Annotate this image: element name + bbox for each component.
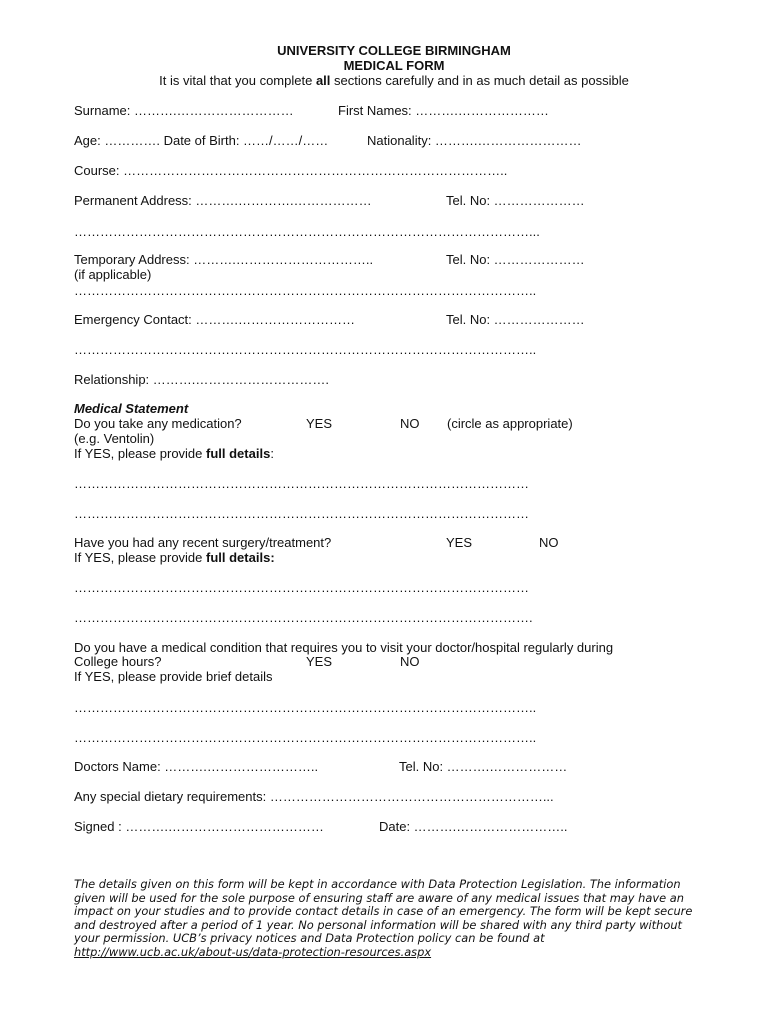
condition-yes-option[interactable]: YES [306,654,333,669]
signature-field[interactable]: Signed : ……….……………………………… [74,819,324,834]
surgery-details-prompt: If YES, please provide full details: [74,550,275,565]
medication-example: (e.g. Ventolin) [74,431,155,446]
permanent-address-line2[interactable]: ……………………………………………………………………………………………... [74,224,540,239]
course-field[interactable]: Course: …………………………………………………………………………….. [74,163,508,178]
doctors-tel-field[interactable]: Tel. No: ……….……………… [399,759,568,774]
condition-details-line1[interactable]: …………………………………………………………………………………………….. [74,700,537,715]
nationality-field[interactable]: Nationality: ……….…………………… [367,133,582,148]
doctors-name-field[interactable]: Doctors Name: ……….…………………….. [74,759,319,774]
circle-hint: (circle as appropriate) [447,416,573,431]
form-institution-title: UNIVERSITY COLLEGE BIRMINGHAM [277,43,511,58]
condition-details-line2[interactable]: …………………………………………………………………………………………….. [74,730,537,745]
medication-details-line2[interactable]: …………………………………………………………………………………………… [74,506,529,521]
medication-yes-option[interactable]: YES [306,416,333,431]
surname-field[interactable]: Surname: ……….……………………… [74,103,294,118]
data-protection-link[interactable]: http://www.ucb.ac.uk/about-us/data-protection-resources.aspx [74,944,432,959]
condition-no-option[interactable]: NO [400,654,420,669]
temporary-tel-field[interactable]: Tel. No: ………………… [446,252,585,267]
dietary-requirements-field[interactable]: Any special dietary requirements: ………………………………………………………... [74,789,554,804]
surgery-details-line2[interactable]: ……………………………………………………………………………………………. [74,610,533,625]
temporary-address-line2[interactable]: …………………………………………………………………………………………….. [74,283,537,298]
temporary-address-note: (if applicable) [74,267,152,282]
medication-question: Do you take any medication? [74,416,242,431]
medication-details-line1[interactable]: …………………………………………………………………………………………… [74,476,529,491]
condition-question-line2: College hours? [74,654,162,669]
emergency-contact-line2[interactable]: …………………………………………………………………………………………….. [74,342,537,357]
permanent-address-field[interactable]: Permanent Address: ……….………….……………… [74,193,372,208]
date-field[interactable]: Date: ……….…………………….. [379,819,568,834]
condition-question-line1: Do you have a medical condition that requires you to visit your doctor/hospital regularly during [74,640,614,655]
emergency-contact-field[interactable]: Emergency Contact: ……….……………………… [74,312,355,327]
data-protection-notice: The details given on this form will be kept in accordance with Data Protection Legislation. The information given will be used for the sole purpose of ensuring staff are aware of any medical issues that may have an impact on your studies and to provide contact details in case of an emergency. The form will be kept secure and destroyed after a period of 1 year. No personal information will be shared with any third party without your permission. UCB’s privacy notices and Data Protection policy can be found at http://www.ucb.ac.uk/about-us/data-protection-resources.aspx [74,877,693,959]
medical-statement-heading: Medical Statement [74,401,189,416]
permanent-tel-field[interactable]: Tel. No: ………………… [446,193,585,208]
relationship-field[interactable]: Relationship: ……….…………………………. [74,372,329,387]
medication-no-option[interactable]: NO [400,416,420,431]
form-instruction: It is vital that you complete all sections carefully and in as much detail as possible [159,73,629,88]
medication-details-prompt: If YES, please provide full details: [74,446,274,461]
age-dob-field[interactable]: Age: …………. Date of Birth: ……/……/…… [74,133,329,148]
emergency-tel-field[interactable]: Tel. No: ………………… [446,312,585,327]
surgery-no-option[interactable]: NO [539,535,559,550]
temporary-address-field[interactable]: Temporary Address: ……….………………………….. [74,252,374,267]
surgery-question: Have you had any recent surgery/treatment? [74,535,332,550]
first-names-field[interactable]: First Names: ……….………………… [338,103,549,118]
form-title: MEDICAL FORM [343,58,445,73]
surgery-yes-option[interactable]: YES [446,535,473,550]
surgery-details-line1[interactable]: …………………………………………………………………………………………… [74,580,529,595]
condition-details-prompt: If YES, please provide brief details [74,669,273,684]
